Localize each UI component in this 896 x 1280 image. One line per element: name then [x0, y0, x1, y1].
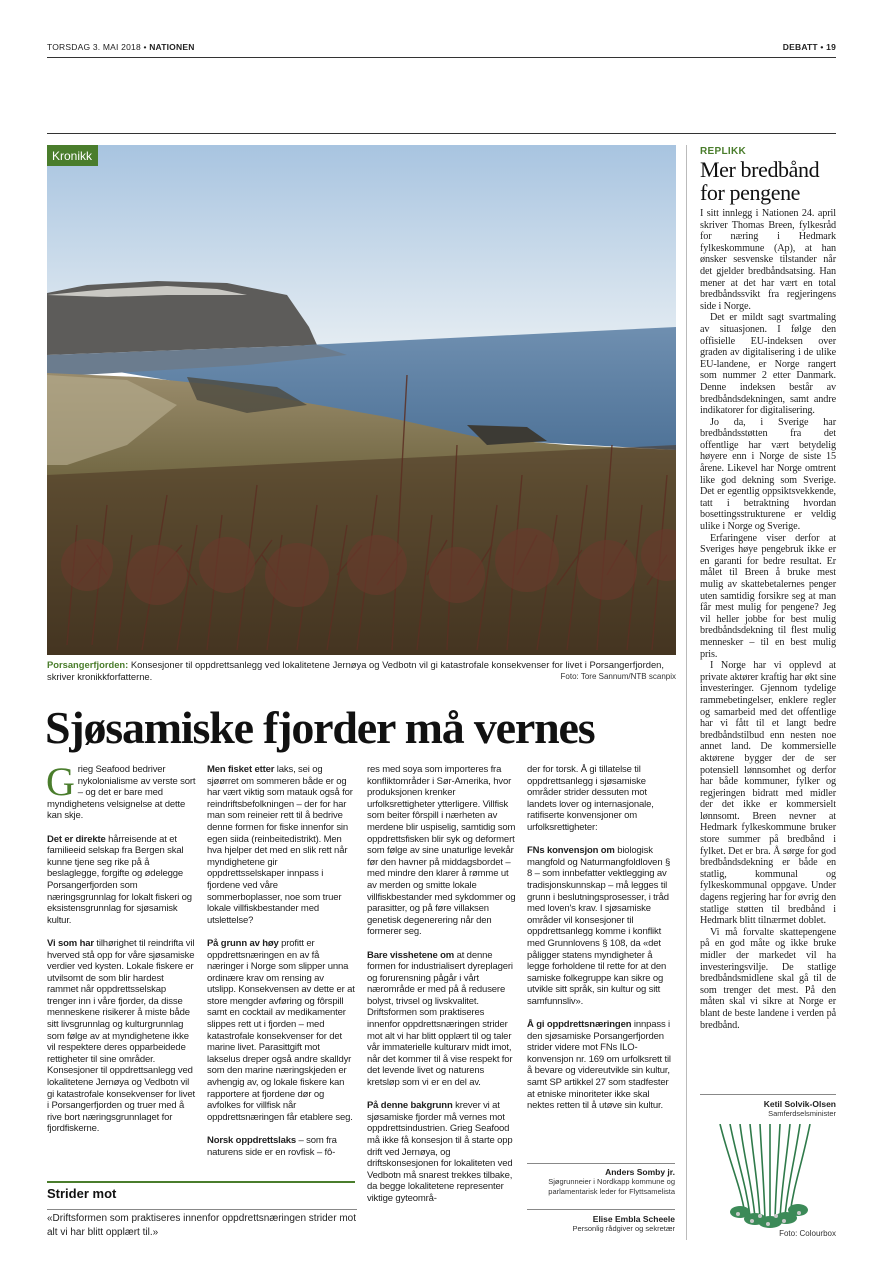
fiber-cable-image — [700, 1124, 836, 1234]
article-headline: Sjøsamiske fjorder må vernes — [45, 702, 595, 753]
header-rule — [47, 57, 836, 58]
content-top-rule — [47, 133, 836, 134]
paragraph — [47, 938, 197, 1135]
replikk-signature-rule — [700, 1094, 836, 1095]
drop-cap: G — [46, 759, 75, 804]
paragraph-lead: Å gi oppdrettsnæringen — [527, 1019, 632, 1031]
replikk-title: Mer bredbånd for pengene — [700, 157, 820, 205]
replikk-paragraph: Erfaringene viser derfor at Sveriges høye pengebruk ikke er en garanti for bedre resultat. Er målet til Breen å bruke mest mulig av skattebetalernes penger uten samtidig forsikre seg at man får mest mulig for pengene? Jeg vil heller jobbe for best mulig bredbåndsdekning til flest mulig mennesker – til en best mulig pris. — [700, 532, 836, 660]
paragraph-text: laks, sei og sjøørret om sommeren både er og har vært viktig som matauk også for reindriftsbefolkningen – der for har man som reineier rett til å bedrive denne formen for fiske innenfor sin egen siida (reinbeitedistrikt). Men hva hjelper det med en slik rett når myndighetene gir oppdrettsselskaper innpass i fjordene ved våre sommerboplasser, noe som truer lokale villfiskbestander med utslettelse? — [207, 764, 353, 926]
replikk-author-name: Ketil Solvik-Olsen — [763, 1099, 836, 1109]
pullquote-title: Strider mot — [47, 1186, 117, 1201]
paragraph — [207, 1135, 355, 1158]
replikk-label: REPLIKK — [700, 146, 746, 157]
fjord-landscape-image — [47, 145, 676, 655]
article-column-4 — [527, 764, 675, 1112]
replikk-signature — [700, 1099, 836, 1118]
bullet: • — [143, 42, 147, 52]
replikk-paragraph: Det er mildt sagt svartmaling av situasjonen. I følge den offisielle EU-indeksen over graden av digitalisering i de ulike EU-landene, er Norge rangert som nummer 2 etter Danmark. Denne indeksen består av bredbåndsdekningen, samt andre indikatorer for digitalisering. — [700, 312, 836, 417]
caption-lead: Porsangerfjorden: — [47, 659, 129, 670]
paragraph-text: – som fra naturens side er en rovfisk – fô- — [207, 1135, 337, 1158]
header-page-number: 19 — [826, 42, 836, 52]
paragraph-lead: Norsk oppdrettslaks — [207, 1135, 297, 1146]
author-1-name: Anders Somby jr. — [605, 1167, 675, 1177]
paragraph — [207, 764, 355, 926]
replikk-author-title: Samferdselsminister — [768, 1109, 836, 1118]
photo-credit: Foto: Tore Sannum/NTB scanpix — [560, 672, 676, 681]
paragraph — [46, 759, 197, 822]
author-2-title: Personlig rådgiver og sekretær — [572, 1224, 675, 1233]
author-2-signature — [527, 1214, 675, 1234]
replikk-photo-credit: Foto: Colourbox — [779, 1229, 836, 1238]
replikk-paragraph: I sitt innlegg i Nationen 24. april skriver Thomas Breen, fylkesråd for næring i Hedmark fylkeskommune (Ap), at han ønsker sesvenske tilstander når det gjelder bredbåndsatsing. Han mener at det har vært en total bredbåndssvikt fra regjeringens side i Norge. — [700, 208, 836, 312]
column-divider — [686, 145, 687, 1240]
author-2-name: Elise Embla Scheele — [592, 1214, 675, 1224]
fiber-cable-photo — [700, 1124, 836, 1234]
paragraph-text: profitt er oppdrettsnæringen en av få næringer i Norge som slipper unna ordinære krav om rensing av utslipp. Konsekvensen av dette er at store mengder avføring og fôrspill samt en cocktail av medikamenter slippes rett ut i fjorden – med katastrofale konsekvenser for det marine livet. Parasittgift mot lakselus dreper også andre skalldyr som den marine næringskjeden er avhengig av, og lokale fiskere kan rapportere at fjordene dør og avfolkes for villfisk når oppdrettsnæringen får etablere seg. — [207, 937, 355, 1123]
replikk-body — [700, 208, 836, 1031]
article-column-2 — [207, 764, 355, 1158]
kronikk-badge: Kronikk — [47, 145, 98, 166]
paragraph — [367, 1100, 517, 1204]
paragraph — [527, 845, 675, 1007]
paragraph-text: at denne formen for industrialisert dyreplageri og forurensning pågår i vårt nærområde er med på å redusere bolyst, trivsel og livskvalitet. Driftsformen som praktiseres innenfor oppdrettsnæringen strider mot alt vi har blitt opplært til og taler vår immaterielle kulturarv midt imot, når det kommer til å vise respekt for det levende livet og naturens kretsløp som vi er en del av. — [367, 949, 513, 1089]
replikk-paragraph: I Norge har vi opplevd at private aktører kraftig har økt sine investeringer. Gjennom tydelige rammebetingelser, enklere regler og samarbeid med det offentlige har vi fått til et langt bedre bredbåndstilbud enn nesten noe annet land. De kommersielle aktørene bygger der de ser potensiell lønnsomhet og derfor har både kommuner, fylker og regjeringen bidratt med midler der det ikke er kommersielt lønnsomt. Breen nevner at Hedmark fylkeskommune bruker store summer på bredbånd i fylket. Det er bra. Å sørge for god bredbåndsdekning er både en statlig, kommunal og fylkeskommunal oppgave. Under dagens regjering har for øvrig den statlige støtten til bredbånd i Hedmark blitt tilnærmet doblet. — [700, 660, 836, 927]
paragraph-lead: Vi som har — [47, 937, 94, 949]
author-1-signature — [527, 1167, 675, 1196]
paragraph — [367, 950, 517, 1089]
paragraph-text: krever vi at sjøsamiske fjorder må vernes mot oppdrettsindustrien. Grieg Seafood må ikke få konsesjon til å starte opp drift ved Jernøya, og driftskonsesjonen for lokaliteten ved Vedbotn må snarest trekkes tilbake, da begge lokalitetene representer viktige gyteområ- — [367, 1100, 513, 1204]
paragraph-text: innpass i den sjøsamiske Porsangerfjorden strider videre mot FNs ILO-konvensjon nr. 169 om urfolksrett til å bevare og videreutvikle sin kultur, samt SP artikkel 27 som stadfester at etniske minoriteter ikke skal nektes retten til å utøve sin kultur. — [527, 1019, 671, 1112]
paragraph — [47, 834, 197, 927]
paragraph-text: tilhørighet til reindrifta vil hverved stå opp for våre sjøsamiske verdier ved kysten. Lokale fiskere er utvilsomt de som blir hardest rammet når oppdrettsselskap trenger inn i våre fjorder, da disse menneskene risikerer å miste både sitt livsgrunnlag og kulturgrunnlag som følge av at myndighetene ikke vil respektere deres opparbeidede rettigheter til sine områder. Konsesjoner til oppdrettsanlegg ved lokalitetene Jernøya og Vedbotn vil gi katastrofale konsekvenser for livet i Porsangerfjorden og truer med å rive bort næringsgrunnlaget for fjordfiskerne. — [47, 937, 195, 1135]
caption-text: Konsesjoner til oppdrettsanlegg ved lokalitetene Jernøya og Vedbotn vil gi katastrofale konsekvenser for livet i Porsangerfjorden, skriver kronikkforfatterne. — [47, 659, 664, 682]
signature-rule — [527, 1209, 675, 1210]
paragraph-text: biologisk mangfold og Naturmangfoldloven § 8 – som innbefatter vektlegging av tradisjonskunnskap – må legges til grunn i beslutningsprosesser, i tråd med loven's krav. I sjøsamiske områder vil konsesjoner til oppdrettsanlegg komme i konflikt med Grunnlovens § 108, da «det påligger statens myndigheter å legge forholdene til rette for at den samiske folkegruppe kan sikre og utvikle sitt språk, sin kultur og sitt samfunnsliv». — [527, 845, 671, 1007]
page-header — [47, 42, 836, 56]
article-column-3 — [367, 764, 517, 1205]
paragraph-lead: Det er direkte — [47, 833, 106, 845]
paragraph-lead: FNs konvensjon om — [527, 845, 615, 857]
header-section: DEBATT — [782, 42, 818, 52]
paragraph-text: rieg Seafood bedriver nykolonialisme av verste sort – og det er bare med myndighetens velsignelse at dette kan skje. — [47, 764, 196, 822]
paragraph — [527, 1019, 675, 1112]
pullquote-bar — [47, 1181, 355, 1183]
paragraph-text: hårreisende at et familieeid selskap fra Bergen skal kunne tjene seg rike på å beslaglegge, forgifte og ødelegge Porsangerfjorden som næringsgrunnlag for lokalt fiskeri og eksistensgrunnlag for sjøsamisk kultur. — [47, 833, 192, 926]
pullquote-text: «Driftsformen som praktiseres innenfor oppdrettsnæringen strider mot alt vi har blitt opplært til.» — [47, 1209, 357, 1240]
header-date-paper — [47, 42, 195, 52]
paragraph — [207, 938, 355, 1124]
paragraph-lead: Bare visshetene om — [367, 949, 455, 961]
fjord-photo — [47, 145, 676, 655]
header-paper: NATIONEN — [149, 42, 195, 52]
paragraph-lead: På denne bakgrunn — [367, 1100, 453, 1112]
article-column-1 — [46, 759, 197, 1135]
replikk-paragraph: Jo da, i Sverige har bredbåndsstøtten fra det offentlige har vært betydelig høyere enn i Norge de siste 15 årene. Likevel har Norge omtrent like god dekning som Sverige. Det er egentlig oppsiktsvekkende, tatt i betraktning hvordan bosettingsstrukturene er veldig ulike i Norge og Sverige. — [700, 416, 836, 533]
paragraph-lead: På grunn av høy — [207, 937, 279, 949]
header-section-page: DEBATT • 19 — [782, 42, 836, 52]
header-date: TORSDAG 3. MAI 2018 — [47, 42, 141, 52]
paragraph: res med soya som importeres fra konfliktområder i Sør-Amerika, hvor produksjonen krenker urfolksrettigheter ytterligere. Villfisk som beiter fôrspill i nærheten av merdene blir uspiselig, samtidig som oppdrettsfisken blir syk og deformert som følge av sine unaturlige levekår før den havner på middagsbordet – med mindre den klarer å rømme ut av merden og smitte lokale villfiskbestander med sykdommer og parasitter, og på føre villaksen genetisk degenerering når den formerer seg. — [367, 764, 516, 938]
replikk-paragraph: Vi må forvalte skattepengene på en god måte og ikke bruke midler der markedet vil ha investeringsvilje. De statlige bredbåndsmidlene skal gå til de som trenger det mest. På den måten skal vi sikre at Norge er blant de beste landene i verden på bredbånd. — [700, 926, 836, 1031]
paragraph: der for torsk. Å gi tillatelse til oppdrettsanlegg i sjøsamiske områder strider dessuten mot landets lover og internasjonale, ratifiserte konvensjoner om urfolksrettigheter: — [527, 764, 654, 833]
author-1-title: Sjøgrunneier i Nordkapp kommune og parlamentarisk leder for Flyttsamelista — [548, 1177, 675, 1196]
paragraph-lead: Men fisket etter — [207, 764, 275, 775]
signature-rule — [527, 1163, 675, 1164]
